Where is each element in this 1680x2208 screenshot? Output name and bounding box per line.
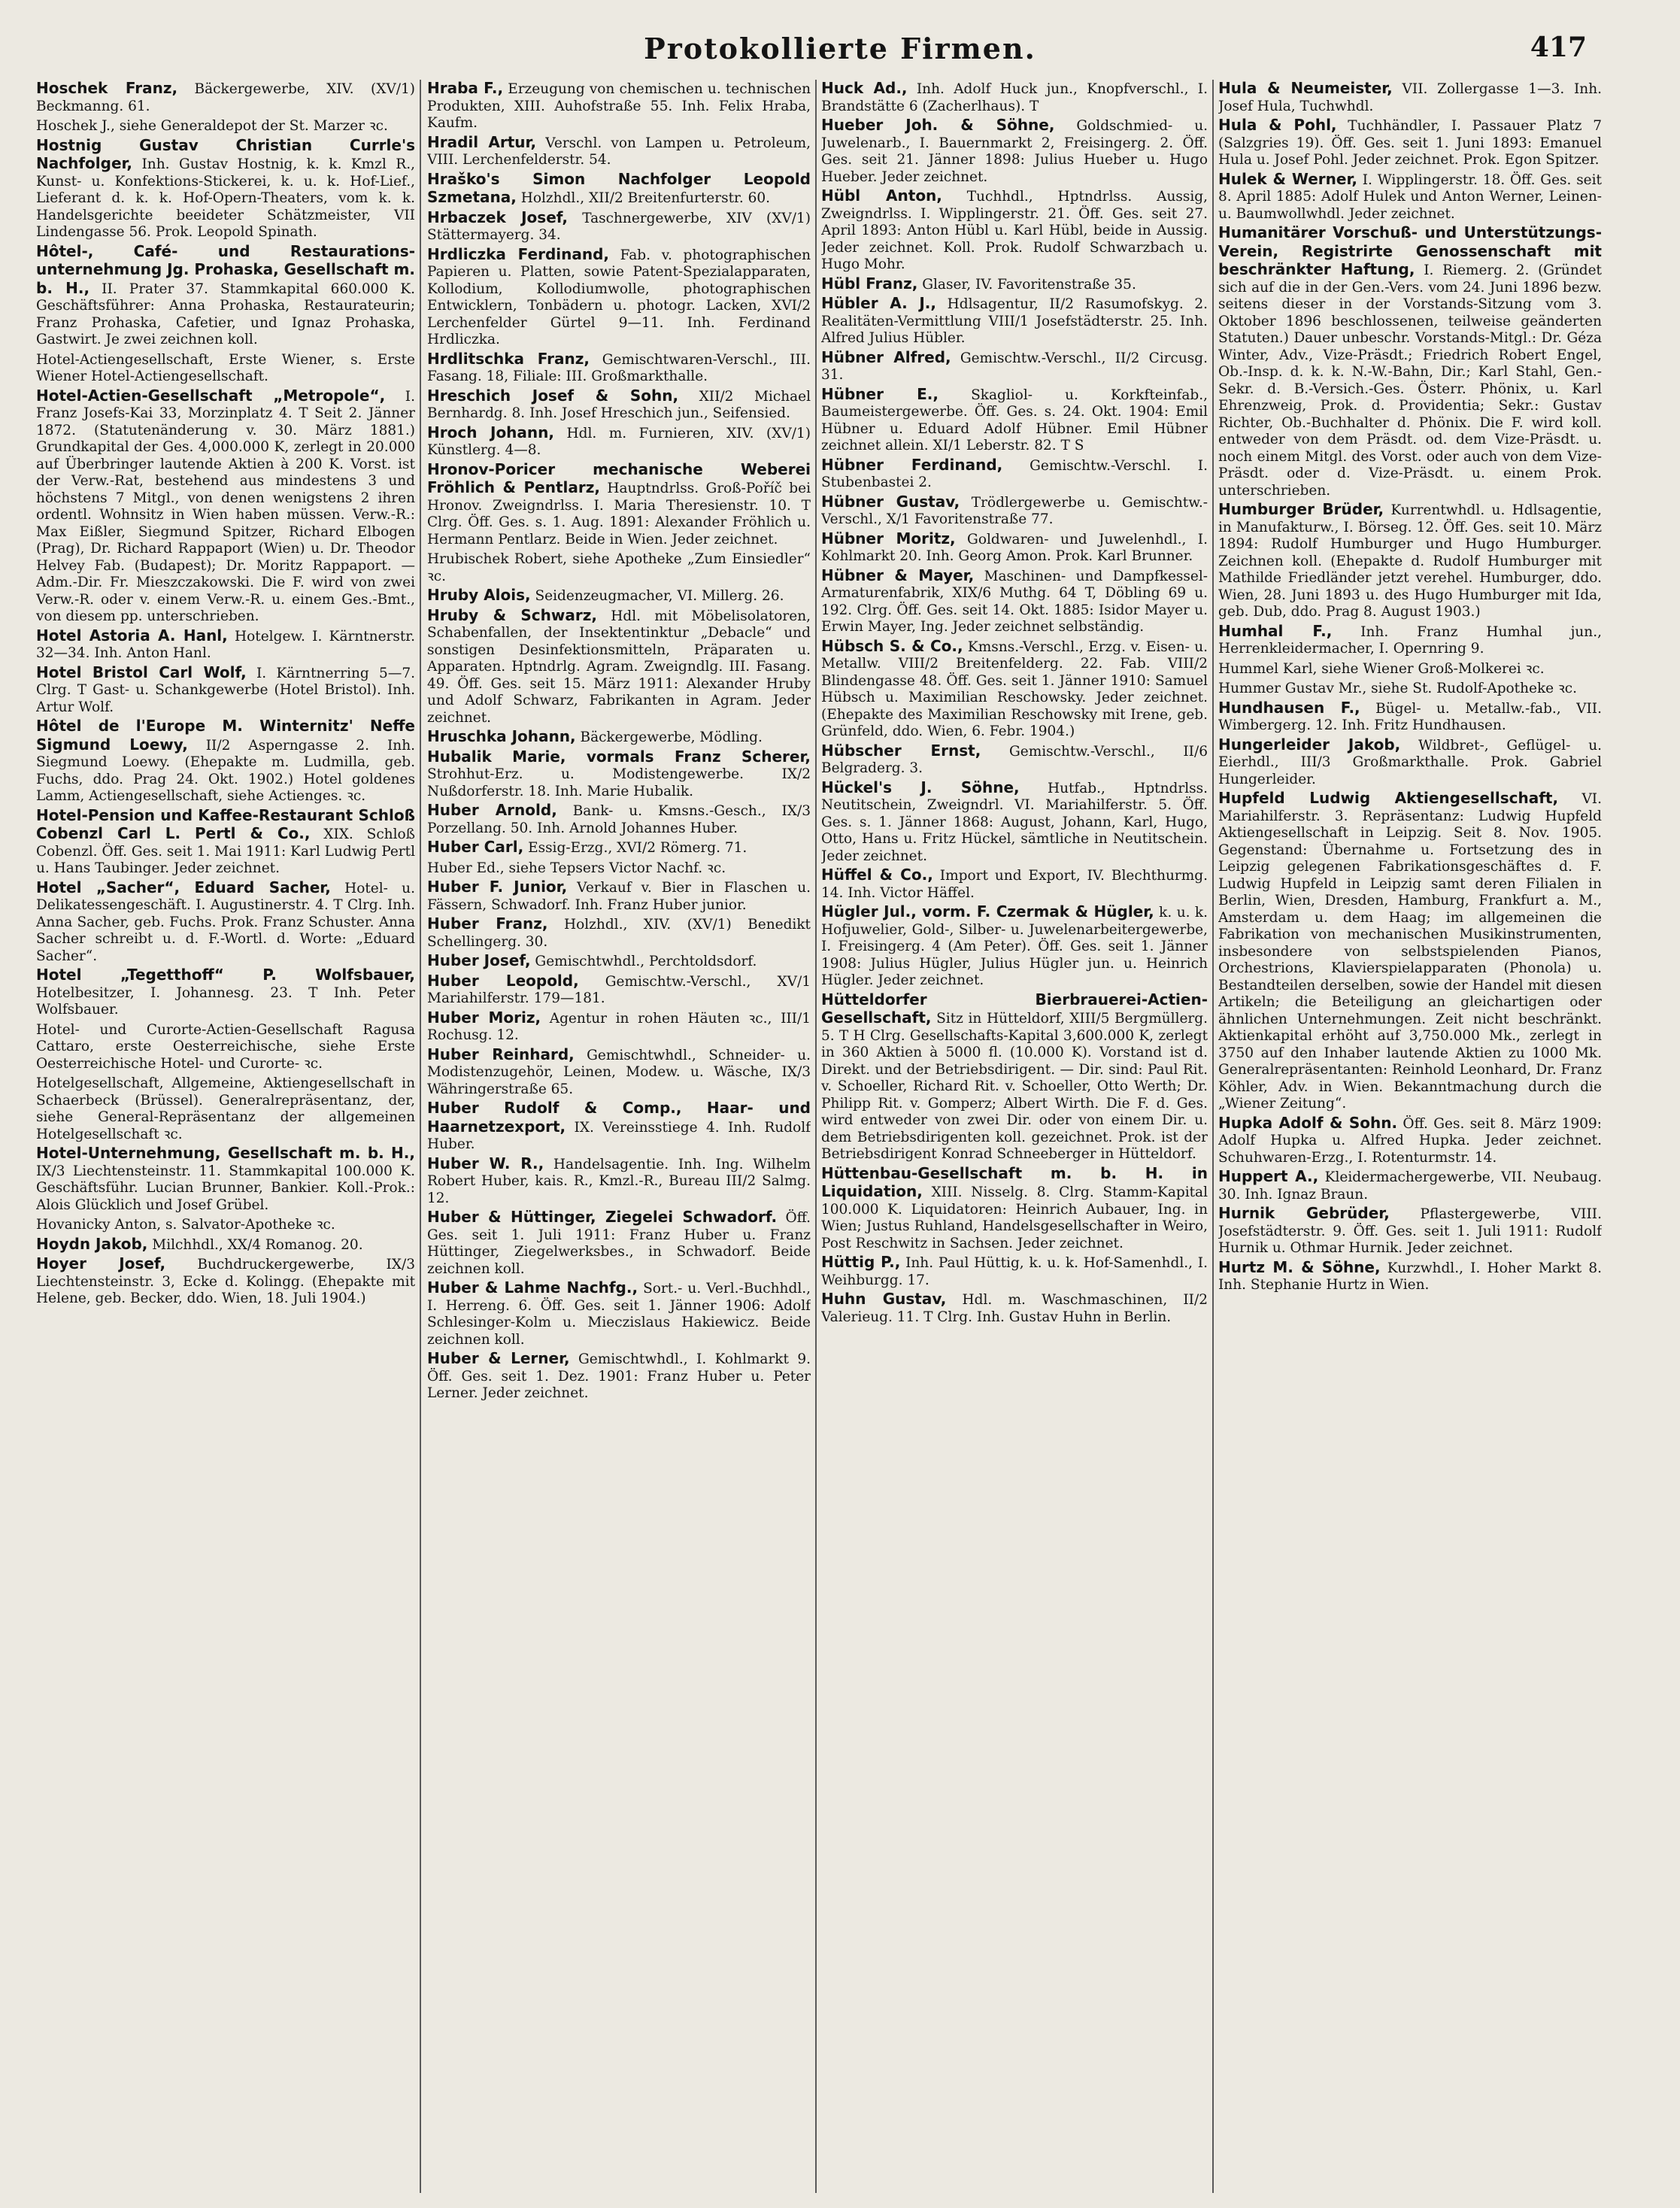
firm-details: I. Riemerg. 2. (Gründet sich auf die in der Gen.-Vers. vom 24. Juni 1896 bezw. seitens dieser in der Vorstands-Sitzung vom 3. Oktober 1896 beschlossenen, teilweise geänderten Statuten.) Dauer unbeschr. Vorstands-Mitgl.: Dr. Géza Winter, Adv., Vize-Präsdt.; Friedrich Robert Engel, Ob.-Insp. d. k. k. N.-W.-Bahn, Dir.; Karl Stahl, Gen.-Sekr. d. B.-Versich.-Ges. Österr. Phönix, u. Karl Ehrenzweig, Prok. d. Providentia; Sekr.: Gustav Richter, Ob.-Buchhalter d. Phönix. Die F. wird koll. entweder von dem Präsdt. od. dem Vize-Präsdt. u. noch einem Mitgl. des Vorst. oder auch von dem Vize-Präsdt. oder d. Vize-Präsdt. u. einem Prok. unterschrieben. [1218,262,1602,499]
firm-name: Hügler Jul., vorm. F. Czermak & Hügler, [821,902,1154,921]
firm-details: Agentur in rohen Häuten ꝛc., III/1 Rochusg. 12. [427,1010,811,1043]
firm-name: Huhn Gustav, [821,1290,947,1308]
directory-entry [427,209,811,244]
firm-details: Wildbret-, Geflügel- u. Eierhdl., III/3 Großmarkthalle. Prok. Gabriel Hungerleider. [1218,737,1602,787]
firm-details: Hotel- u. Delikatessengeschäft. I. Augustinerstr. 4. T Clrg. Inh. Anna Sacher, geb. Fuchs. Prok. Franz Schuster. Anna Sacher schreibt u. d. F.-Wortl. d. Worte: „Eduard Sacher“. [36,880,415,964]
directory-entry [427,1009,811,1045]
firm-name: Hôtel de l'Europe M. Winternitz' Neffe Sigmund Loewy, [36,717,415,754]
directory-entry [427,859,811,878]
firm-name: Hotel-Pension und Kaffee-Restaurant Schloß Cobenzl Carl L. Pertl & Co., [36,805,415,842]
firm-name: Huber & Lahme Nachfg., [427,1278,638,1297]
firm-details: Gemischtwhdl., Schneider- u. Modistenzugehör, Leinen, Modew. u. Wäsche, IX/3 Währingerstraße 65. [427,1047,811,1097]
firm-name: Hübner & Mayer, [821,566,975,584]
directory-entry [1218,660,1602,678]
firm-name: Humhal F., [1218,621,1333,640]
firm-details: Kleidermachergewerbe, VII. Neubaug. 30. Inh. Ignaz Braun. [1218,1169,1602,1203]
directory-entry [1218,1205,1602,1257]
directory-entry [427,748,811,801]
directory-entry [821,1291,1208,1326]
firm-name: Hotel-Actien-Gesellschaft „Metropole“, [36,386,386,405]
directory-entry [36,1215,415,1234]
directory-entry [1218,623,1602,658]
firm-details: Gemischtw.-Verschl., II/6 Belgraderg. 3. [821,743,1208,776]
firm-details: Kurzwhdl., I. Hoher Markt 8. Inh. Stephanie Hurtz in Wien. [1218,1260,1602,1293]
directory-entry [36,117,415,135]
directory-entry [427,1155,811,1208]
firm-name: Hungerleider Jakob, [1218,735,1401,754]
firm-name: Hurtz M. & Söhne, [1218,1257,1381,1276]
directory-entry [36,1236,415,1254]
directory-entry [1218,224,1602,499]
directory-entry [821,456,1208,492]
directory-entry [821,117,1208,186]
firm-name: Hübscher Ernst, [821,741,981,760]
column-3 [821,80,1208,2200]
firm-name: Humburger Brüder, [1218,500,1384,518]
firm-details: Kmsns.-Verschl., Erzg. v. Eisen- u. Metallw. VIII/2 Breitenfelderg. 22. Fab. VIII/2 Blindengasse 48. Öff. Ges. seit 1. Jänner 1910: Samuel Hübsch u. Maximilian Reschowsky. Jeder zeichnet. (Ehepakte des Maximilian Reschowsky mit Irene, geb. Grünfeld, ddo. Wien, 6. Febr. 1904.) [821,638,1208,739]
firm-details: Gemischtwhdl., I. Kohlmarkt 9. Öff. Ges. seit 1. Dez. 1901: Franz Huber u. Peter Lerner. Jeder zeichnet. [427,1351,811,1401]
firm-name: Hueber Joh. & Söhne, [821,116,1055,134]
directory-entry [36,807,415,878]
directory-entry [1218,171,1602,223]
directory-entry [427,550,811,585]
firm-name: Hütteldorfer Bierbrauerei-Actien-Gesellschaft, [821,990,1208,1027]
directory-entry [1218,117,1602,169]
firm-details: XIII. Nisselg. 8. Clrg. Stamm-Kapital 100.000 K. Liquidatoren: Heinrich Aubauer, Ing. in Wien; Justus Ruhland, Handelsgesellschafter in Weiro, Post Reschwitz in Sachsen. Jeder zeichnet. [821,1184,1208,1251]
firm-details: Hummer Gustav Mr., siehe St. Rudolf-Apotheke ꝛc. [1218,681,1578,696]
directory-entry [427,1046,811,1099]
firm-details: Gemischtw.-Verschl., II/2 Circusg. 31. [821,350,1208,383]
directory-entry [821,349,1208,384]
directory-entry [821,295,1208,347]
directory-entry [821,386,1208,455]
firm-details: VI. Mariahilferstr. 3. Repräsentanz: Ludwig Hupfeld Aktiengesellschaft in Leipzig. Seit 8. Nov. 1905. Gegenstand: Übernahme u. Fortsetzung des in Leipzig gelegenen Fabrikationsgeschäftes d. F. Ludwig Hupfeld in Leipzig samt deren Filialen in Berlin, Wien, Dresden, Hamburg, Frankfurt a. M., Amsterdam u. dem Haag; im allgemeinen die Fabrikation von mechanischen Musikinstrumenten, insbesondere von selbstspielenden Pianos, Orchestrions, Klavierspielapparaten (Phonola) u. Bestandteilen derselben, sowie der Handel mit diesen Artikeln; die Beteiligung an gleichartigen oder ähnlichen Unternehmungen. Zeit nicht beschränkt. Aktienkapital erhöht auf 3,750.000 Mk., zerlegt in 3750 auf den Inhaber lautende Aktien zu 1000 Mk. Generalrepräsentanten: Reinhold Leonhard, Dr. Franz Köhler, Adv. in Wien. Bekanntmachung durch die „Wiener Zeitung“. [1218,791,1602,1112]
firm-details: Inh. Adolf Huck jun., Knopfverschl., I. Brandstätte 6 (Zacherlhaus). T [821,81,1208,114]
column-divider [1212,80,1214,2193]
firm-name: Hotel Bristol Carl Wolf, [36,663,247,681]
firm-name: Hoyer Josef, [36,1254,166,1272]
firm-name: Hrdliczka Ferdinand, [427,244,610,263]
firm-details: Milchhdl., XX/4 Romanog. 20. [147,1236,363,1253]
firm-details: Hotelgew. I. Kärntnerstr. 32—34. Inh. Anton Hanl. [36,628,415,661]
directory-entry [1218,501,1602,621]
directory-entry [821,567,1208,636]
firm-name: Hruby & Schwarz, [427,605,597,624]
firm-details: Bäckergewerbe, XIV. (XV/1) Beckmanng. 61. [36,81,415,114]
firm-details: Hdl. m. Furnieren, XIV. (XV/1) Künstlerg. 4—8. [427,425,811,458]
directory-entry [1218,736,1602,789]
directory-entry [36,1074,415,1143]
firm-name: Hrdlitschka Franz, [427,349,590,368]
firm-name: Hupfeld Ludwig Aktiengesellschaft, [1218,789,1559,807]
firm-details: Fab. v. photographischen Papieren u. Platten, sowie Patent-Spezialapparaten, Kollodium, Kollodiumwolle, photographischen Entwicklern, Tonbädern u. photogr. Lacken, XVI/2 Lerchenfelder Gürtel 9—11. Inh. Ferdinand Hrdliczka. [427,247,811,347]
directory-entry [821,866,1208,902]
firm-name: Hruschka Johann, [427,727,576,745]
firm-details: Erzeugung von chemischen u. technischen Produkten, XIII. Auhofstraße 55. Inh. Felix Hraba, Kaufm. [427,81,811,131]
firm-details: I. Kärntnerring 5—7. Clrg. T Gast- u. Schankgewerbe (Hotel Bristol). Inh. Artur Wolf. [36,665,415,715]
firm-name: Huppert A., [1218,1167,1319,1185]
firm-name: Hroch Johann, [427,423,554,441]
directory-entry [427,350,811,386]
directory-entry [1218,1259,1602,1294]
firm-name: Huber F. Junior, [427,878,568,896]
firm-name: Hübner Moritz, [821,529,956,547]
firm-name: Hübler A. J., [821,294,937,312]
firm-name: Hüffel & Co., [821,866,933,884]
column-1 [36,80,415,2200]
firm-name: Hula & Pohl, [1218,116,1337,134]
directory-entry [36,1021,415,1073]
firm-details: Bank- u. Kmsns.-Gesch., IX/3 Porzellang. 50. Inh. Arnold Johannes Huber. [427,803,811,836]
firm-details: Bäckergewerbe, Mödling. [575,729,763,745]
directory-entry [821,779,1208,866]
firm-name: Hulek & Werner, [1218,169,1357,188]
firm-name: Huber & Lerner, [427,1349,570,1367]
directory-entry [1218,1168,1602,1203]
firm-details: Hauptndrlss. Groß-Poříč bei Hronov. Zweigndrlss. I. Maria Theresienstr. 10. T Clrg. Öff. Ges. s. 1. Aug. 1891: Alexander Fröhlich u. Hermann Pentlarz. Beide in Wien. Jeder zeichnet. [427,481,811,547]
firm-details: Hdl. m. Waschmaschinen, II/2 Valerieug. 11. T Clrg. Inh. Gustav Huhn in Berlin. [821,1292,1208,1325]
firm-details: Import und Export, IV. Blechthurmg. 14. Inh. Victor Häffel. [821,868,1208,901]
firm-details: XIX. Schloß Cobenzl. Öff. Ges. seit 1. Mai 1911: Karl Ludwig Pertl u. Hans Taubinger. Jeder zeichnet. [36,826,415,876]
firm-name: Hronov-Poricer mechanische Weberei Fröhlich & Pentlarz, [427,459,811,496]
firm-details: Goldwaren- und Juwelenhdl., I. Kohlmarkt 20. Inh. Georg Amon. Prok. Karl Brunner. [821,531,1208,564]
firm-name: Hradil Artur, [427,132,537,151]
firm-details: Öff. Ges. seit 8. März 1909: Adolf Hupka u. Alfred Hupka. Jeder zeichnet. Schuhwaren-Erzg., I. Rotenturmstr. 14. [1218,1115,1602,1166]
directory-entry [427,972,811,1008]
firm-name: Huber Moriz, [427,1008,541,1027]
firm-details: Hummel Karl, siehe Wiener Groß-Molkerei ꝛc. [1218,660,1545,677]
directory-entry [821,187,1208,274]
firm-details: II/2 Asperngasse 2. Inh. Siegmund Loewy. (Ehepakte m. Ludmilla, geb. Fuchs, ddo. Prag 24. Okt. 1902.) Hotel goldenes Lamm, Actiengesellschaft, siehe Actienges. ꝛc. [36,737,415,804]
firm-name: Hrbaczek Josef, [427,208,568,226]
directory-entry [427,1279,811,1348]
firm-details: Sitz in Hütteldorf, XIII/5 Bergmüllerg. 5. T H Clrg. Gesellschafts-Kapital 3,600.000 K, zerlegt in 360 Aktien à 5000 fl. (10.000 K). Vorstand ist d. Direkt. und der Betriebsdirigent. — Dir. sind: Paul Rit. v. Schoeller, Richard Rit. v. Schoeller, Otto Werth; Dr. Philipp Rit. v. Gomperz; Albert Wirth. Die F. d. Ges. wird entweder von zwei Dir. oder von einem Dir. u. dem Betriebsdirigenten koll. gezeichnet. Prok. ist der Betriebsdirigent Konrad Schneeberger in Hütteldorf. [821,1011,1208,1162]
firm-details: Tuchhdl., Hptndrlss. Aussig, Zweigndrlss. I. Wipplingerstr. 21. Öff. Ges. seit 27. April 1893: Anton Hübl u. Karl Hübl, beide in Aussig. Jeder zeichnet. Koll. Prok. Rudolf Schwarzbach u. Hugo Mohr. [821,189,1208,272]
firm-details: Gemischtw.-Verschl. I. Stubenbastei 2. [821,457,1208,490]
firm-details: Seidenzeugmacher, VI. Millerg. 26. [530,588,784,604]
firm-name: Hübsch S. & Co., [821,636,963,655]
firm-details: Hdlsagentur, II/2 Rasumofskyg. 2. Realitäten-Vermittlung VIII/1 Josefstädterstr. 25. Inh. Alfred Julius Hübler. [821,296,1208,346]
firm-details: Verkauf v. Bier in Flaschen u. Fässern, Schwadorf. Inh. Franz Huber junior. [427,880,811,913]
firm-details: Tuchhändler, I. Passauer Platz 7 (Salzgries 19). Öff. Ges. seit 1. Juni 1893: Emanuel Hula u. Josef Pohl. Jeder zeichnet. Prok. Egon Spitzer. [1218,118,1602,168]
column-2 [427,80,811,2200]
firm-details: Gemischtwhdl., Perchtoldsdorf. [530,954,757,969]
firm-name: Hückel's J. Söhne, [821,778,1020,796]
firm-details: I. Franz Josefs-Kai 33, Morzinplatz 4. T Seit 2. Jänner 1872. (Statutenänderung v. 30. März 1881.) Grundkapital der Ges. 4,000.000 K, zerlegt in 20.000 auf Überbringer lautende Aktien à 200 K. Vorst. ist der Verw.-Rat, bestehend aus mindestens 3 und höchstens 7 Mitgl., von denen wenigstens 2 ihren ordentl. Wohnsitz in Wien haben müssen. Verw.-R.: Max Eißler, Siegmund Spitzer, Richard Elbogen (Prag), Dr. Richard Rappaport (Wien) u. Dr. Theodor Helvey Fab. (Budapest); Dr. Moritz Rappaport. — Adm.-Dir. Fr. Mieszczakowski. Die F. wird von zwei Verw.-R. oder v. einem Verw.-R. u. einem Ges.-Bmt., von diesem pp. unterschrieben. [36,388,415,624]
firm-name: Hurnik Gebrüder, [1218,1204,1390,1222]
firm-details: Taschnergewerbe, XIV (XV/1) Stättermayerg. 34. [427,210,811,243]
directory-entry [821,275,1208,294]
directory-entry [1218,679,1602,698]
directory-entry [36,879,415,966]
directory-entry [36,1255,415,1308]
firm-details: Inh. Paul Hüttig, k. u. k. Hof-Samenhdl., I. Weihburgg. 17. [821,1255,1208,1288]
firm-name: Hruby Alois, [427,586,531,604]
directory-entry [36,243,415,349]
firm-details: Glaser, IV. Favoritenstraße 35. [917,276,1136,293]
firm-name: Huber W. R., [427,1154,544,1172]
firm-name: Hupka Adolf & Sohn. [1218,1113,1398,1132]
firm-details: Hdl. mit Möbelisolatoren, Schabenfallen, der Insektentinktur „Debacle“ und sonstigen Desinfektionsmitteln, Präparaten u. Apparaten. Hptndrlg. Agram. Zweigndlg. III. Fasang. 49. Öff. Ges. seit 15. März 1911: Alexander Hruby und Adolf Schwarz, Fabrikanten in Agram. Jeder zeichnet. [427,608,811,726]
firm-details: Handelsagentie. Inh. Ing. Wilhelm Robert Huber, kais. R., Kmzl.-R., Bureau III/2 Salmg. 12. [427,1156,811,1206]
column-divider [420,80,421,2193]
firm-details: Buchdruckergewerbe, IX/3 Liechtensteinstr. 3, Ecke d. Kolingg. (Ehepakte mit Helene, geb. Becker, ddo. Wien, 18. Juli 1904.) [36,1257,415,1306]
page-number: 417 [1530,32,1587,63]
firm-details: Hotel-Actiengesellschaft, Erste Wiener, s. Erste Wiener Hotel-Actiengesellschaft. [36,351,415,384]
firm-details: Öff. Ges. seit 1. Juli 1911: Franz Huber u. Franz Hüttinger, Ziegelwerksbes., in Schwadorf. Beide zeichnen koll. [427,1210,811,1277]
firm-details: Essig-Erzg., XVI/2 Römerg. 71. [523,840,748,856]
firm-details: Kurrentwhdl. u. Hdlsagentie, in Manufakturw., I. Börseg. 12. Öff. Ges. seit 10. März 1894: Rudolf Humburger und Hugo Humburger. Zeichnen koll. (Ehepakte d. Rudolf Humburger mit Mathilde Friedländer jetzt verehel. Humburger, ddo. Wien, 28. Juni 1893 u. des Hugo Humburger mit Ida, geb. Dub, ddo. Prag 8. August 1903.) [1218,502,1602,620]
firm-details: Hoschek J., siehe Generaldepot der St. Marzer ꝛc. [36,118,388,134]
firm-details: Hotelgesellschaft, Allgemeine, Aktiengesellschaft in Schaerbeck (Brüssel). Generalrepräsentanz, der, siehe General-Repräsentanz der allgemeinen Hotelgesellschaft ꝛc. [36,1075,415,1142]
directory-entry [36,627,415,663]
firm-details: k. u. k. Hofjuwelier, Gold-, Silber- u. Juwelenarbeitergewerbe, I. Freisingerg. 4 (Am Peter). Öff. Ges. seit 1. Jänner 1908: Julius Hügler, Julius Hügler jun. u. Heinrich Hügler. Jeder zeichnet. [821,905,1208,988]
firm-details: IX/3 Liechtensteinstr. 11. Stammkapital 100.000 K. Geschäftsführ. Lucian Brunner, Bankier. Koll.-Prok.: Alois Glücklich und Josef Grübel. [36,1163,415,1213]
firm-details: Goldschmied- u. Juwelenarb., I. Bauernmarkt 2, Freisingerg. 2. Öff. Ges. seit 21. Jänner 1898: Julius Hueber u. Hugo Hueber. Jeder zeichnet. [821,118,1208,185]
firm-name: Huber Arnold, [427,801,557,819]
firm-details: Holzhdl., XII/2 Breitenfurterstr. 60. [516,190,770,206]
directory-entry [427,134,811,169]
directory-entry [427,915,811,951]
firm-name: Hübner E., [821,384,939,403]
directory-entry [427,802,811,837]
directory-entry [36,137,415,241]
firm-details: Gemischtwaren-Verschl., III. Fasang. 18, Filiale: III. Großmarkthalle. [427,351,811,384]
firm-details: Verschl. von Lampen u. Petroleum, VIII. Lerchenfelderstr. 54. [427,135,811,168]
directory-entry [1218,80,1602,115]
firm-details: Holzhdl., XIV. (XV/1) Benedikt Schellingerg. 30. [427,917,811,950]
directory-entry [427,1099,811,1154]
firm-name: Hotel-Unternehmung, Gesellschaft m. b. H., [36,1144,415,1162]
firm-name: Hoschek Franz, [36,80,178,97]
directory-entry [36,717,415,805]
directory-entry [821,1165,1208,1253]
directory-entry [427,171,811,208]
firm-details: Trödlergewerbe u. Gemischtw.-Verschl., X/1 Favoritenstraße 77. [821,494,1208,527]
firm-details: Sort.- u. Verl.-Buchhdl., I. Herreng. 6. Öff. Ges. seit 1. Jänner 1906: Adolf Schlesinger-Kolm u. Mieczislaus Hakiewicz. Beide zeichnen koll. [427,1281,811,1348]
directory-entry [1218,790,1602,1113]
firm-name: Hubalik Marie, vormals Franz Scherer, [427,747,811,766]
directory-entry [821,1254,1208,1289]
firm-details: Inh. Franz Humhal jun., Herrenkleidermacher, I. Opernring 9. [1218,623,1602,657]
column-4 [1218,80,1602,2200]
directory-entry [427,246,811,349]
page-header [0,27,1680,72]
directory-entry [427,607,811,727]
directory-entry [427,878,811,914]
firm-details: Hrubischek Robert, siehe Apotheke „Zum Einsiedler“ ꝛc. [427,551,811,584]
firm-name: Hula & Neumeister, [1218,80,1393,97]
firm-details: IX. Vereinsstiege 4. Inh. Rudolf Huber. [427,1119,811,1152]
directory-entry [427,1350,811,1403]
firm-details: XII/2 Michael Bernhardg. 8. Inh. Josef Hreschich jun., Seifensied. [427,388,811,421]
firm-details: Strohhut-Erz. u. Modistengewerbe. IX/2 Nußdorferstr. 18. Inh. Marie Hubalik. [427,766,811,799]
firm-name: Hundhausen F., [1218,698,1360,717]
directory-entry [427,1209,811,1278]
firm-details: Hutfab., Hptndrlss. Neutitschein, Zweigndrl. VI. Mariahilferstr. 5. Öff. Ges. s. 1. Jänner 1868: August, Johann, Karl, Hugo, Otto, Hans u. Fritz Hückel, sämtliche in Neutitschein. Jeder zeichnet. [821,780,1208,864]
column-divider [815,80,817,2193]
firm-name: Hüttenbau-Gesellschaft m. b. H. in Liquidation, [821,1163,1208,1200]
directory-entry [1218,1115,1602,1167]
firm-name: Hübner Alfred, [821,347,951,366]
firm-details: Huber Ed., siehe Tepsers Victor Nachf. ꝛc. [427,860,726,876]
firm-details: Gemischtw.-Verschl., XV/1 Mariahilferstr. 179—181. [427,973,811,1006]
firm-name: Hostnig Gustav Christian Currle's Nachfolger, [36,135,415,172]
firm-name: Hotel „Tegetthoff“ P. Wolfsbauer, [36,966,415,984]
firm-name: Huber Franz, [427,914,548,933]
firm-details: II. Prater 37. Stammkapital 660.000 K. Geschäftsführer: Anna Prohaska, Restaurateurin; Franz Prohaska, Cafetier, und Ignaz Prohaska, Gastwirt. Je zwei zeichnen koll. [36,281,415,347]
running-title: Protokollierte Firmen. [644,32,1036,65]
directory-entry [427,728,811,747]
directory-entry [427,587,811,605]
directory-entry [427,461,811,549]
firm-name: Huber & Hüttinger, Ziegelei Schwadorf. [427,1208,778,1226]
firm-details: Bügel- u. Metallw.-fab., VII. Wimbergerg. 12. Inh. Fritz Hundhausen. [1218,700,1602,733]
firm-details: Hotel- und Curorte-Actien-Gesellschaft Ragusa Cattaro, erste Oesterreichische, siehe Erste Oesterreichische Hotel- und Curorte- ꝛc. [36,1021,415,1072]
directory-entry [427,424,811,459]
firm-name: Hraba F., [427,80,504,97]
firm-name: Hübl Anton, [821,187,942,205]
directory-entry [36,966,415,1019]
firm-name: Hotel Astoria A. Hanl, [36,626,228,645]
firm-name: Huber Carl, [427,838,524,856]
directory-entry [821,638,1208,741]
directory-entry [36,1145,415,1214]
directory-entry [821,742,1208,778]
firm-name: Hübl Franz, [821,274,918,293]
firm-details: Inh. Gustav Hostnig, k. k. Kmzl R., Kunst- u. Konfektions-Stickerei, k. u. k. Hof-Lief., Lieferant d. k. k. Hof-Opern-Theaters, vom k. k. Handelsgerichte beeideter Schätzmeister, VII Lindengasse 56. Prok. Leopold Spinath. [36,156,415,240]
firm-name: Hoydn Jakob, [36,1234,148,1253]
firm-name: Hübner Gustav, [821,492,960,511]
firm-details: Pflastergewerbe, VIII. Josefstädterstr. 9. Öff. Ges. seit 1. Juli 1911: Rudolf Hurnik u. Othmar Hurnik. Jeder zeichnet. [1218,1206,1602,1256]
firm-name: Hôtel-, Café- und Restaurations-unternehmung Jg. Prohaska, Gesellschaft m. b. H., [36,241,415,297]
directory-entry [36,80,415,115]
directory-entry [427,80,811,132]
firm-name: Hübner Ferdinand, [821,455,1003,474]
directory-entry [36,664,415,717]
firm-details: Maschinen- und Dampfkessel-Armaturenfabrik, XIX/6 Muthg. 64 T, Döbling 69 u. 192. Clrg. Öff. Ges. seit 14. Okt. 1885: Isidor Mayer u. Erwin Mayer, Ing. Jeder zeichnet selbständig. [821,568,1208,635]
firm-name: Huber Leopold, [427,971,579,990]
directory-entry [427,387,811,423]
directory-entry [821,991,1208,1163]
firm-name: Hotel „Sacher“, Eduard Sacher, [36,878,331,896]
firm-name: Huber Rudolf & Comp., Haar- und Haarnetzexport, [427,1099,811,1136]
directory-entry [821,530,1208,566]
directory-entry [36,350,415,386]
firm-details: Skagliol- u. Korkfteinfab., Baumeistergewerbe. Öff. Ges. s. 24. Okt. 1904: Emil Hübner u. Eduard Adolf Hübner. Emil Hübner zeichnet allein. XI/1 Leberstr. 82. T S [821,387,1208,453]
firm-name: Huber Josef, [427,951,531,969]
firm-details: Hovanicky Anton, s. Salvator-Apotheke ꝛc. [36,1217,335,1233]
firm-details: VII. Zollergasse 1—3. Inh. Josef Hula, Tuchwhdl. [1218,81,1602,114]
firm-name: Hreschich Josef & Sohn, [427,386,679,405]
firm-name: Humanitärer Vorschuß- und Unterstützungs-Verein, Registrirte Genossenschaft mit beschränkter Haftung, [1218,223,1602,278]
firm-name: Huber Reinhard, [427,1045,575,1063]
directory-entry [821,493,1208,529]
directory-entry [1218,699,1602,735]
directory-entry [427,952,811,971]
directory-entry [821,80,1208,115]
directory-entry [36,387,415,626]
directory-entry [821,903,1208,990]
directory-entry [427,839,811,857]
firm-name: Hraško's Simon Nachfolger Leopold Szmetana, [427,169,811,206]
firm-name: Huck Ad., [821,80,908,97]
firm-name: Hüttig P., [821,1253,901,1271]
firm-details: Hotelbesitzer, I. Johannesg. 23. T Inh. Peter Wolfsbauer. [36,984,415,1018]
firm-details: I. Wipplingerstr. 18. Öff. Ges. seit 8. April 1885: Adolf Hulek und Anton Werner, Leinen- u. Baumwollwhdl. Jeder zeichnet. [1218,171,1602,222]
